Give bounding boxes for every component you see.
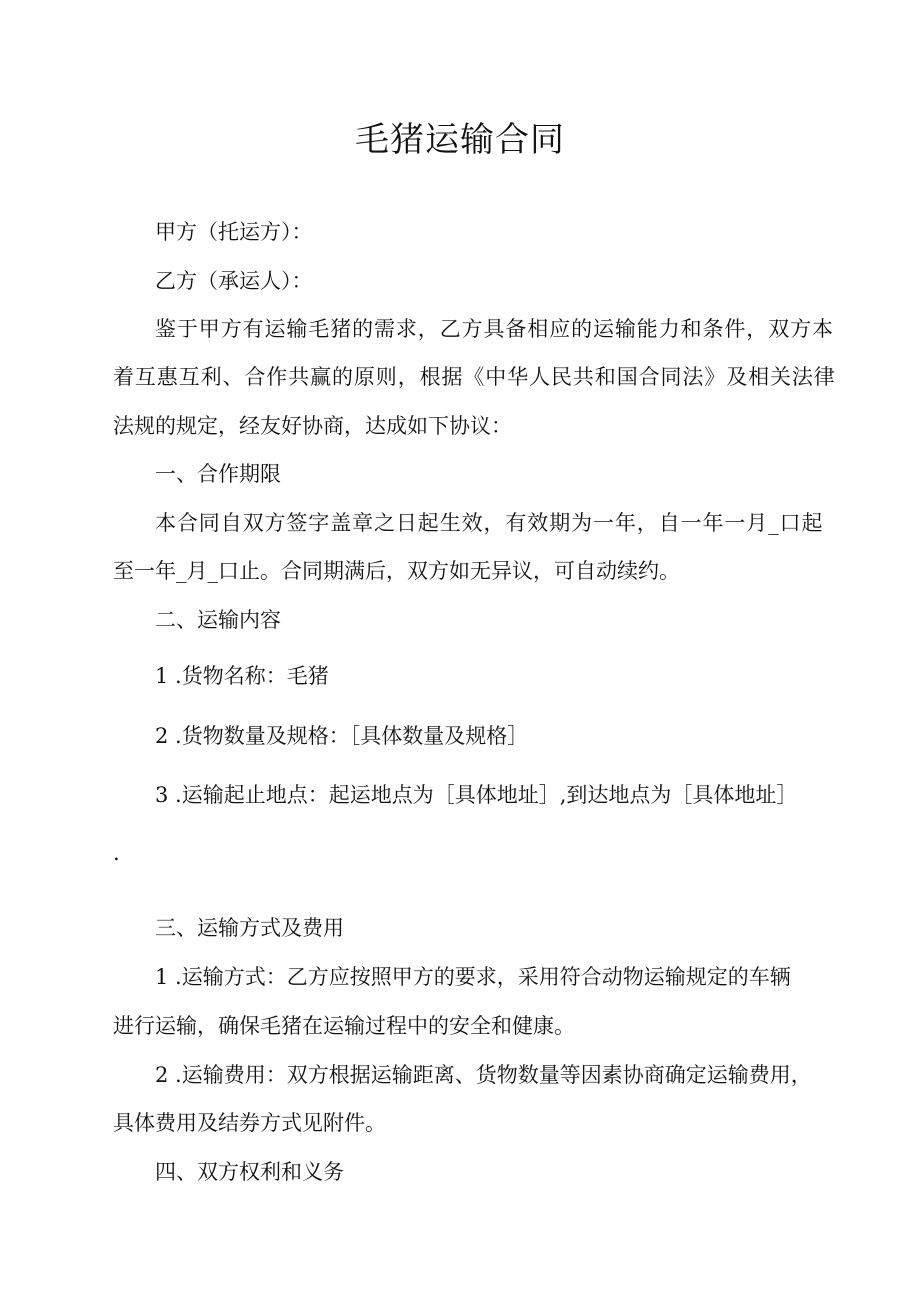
section3-item-2-line-2: 具体费用及结券方式见附件。 — [113, 1111, 386, 1135]
party-b-line: 乙方（承运人）： — [155, 269, 313, 293]
section2-item-3-tail: . — [113, 841, 120, 865]
section1-heading: 一、合作期限 — [155, 462, 281, 486]
section2-item-1: 1 .货物名称：毛猪 — [155, 664, 329, 688]
preamble-line-2: 着互惠互利、合作共赢的原则，根据《中华人民共和国合同法》及相关法律 — [113, 365, 836, 389]
section3-item-1-line-1: 1 .运输方式：乙方应按照甲方的要求，采用符合动物运输规定的车辆 — [155, 965, 791, 989]
section2-item-3: 3 .运输起止地点：起运地点为［具体地址］,到达地点为［具体地址］ — [155, 783, 798, 807]
section1-body-line-1: 本合同自双方签字盖章之日起生效，有效期为一年，自一年一月_口起 — [155, 511, 824, 535]
section3-heading: 三、运输方式及费用 — [155, 916, 344, 940]
section2-item-2: 2 .货物数量及规格：［具体数量及规格］ — [155, 724, 529, 748]
section2-heading: 二、运输内容 — [155, 608, 281, 632]
section3-item-2-line-1: 2 .运输费用：双方根据运输距离、货物数量等因素协商确定运输费用， — [155, 1063, 812, 1087]
section3-item-1-line-2: 进行运输，确保毛猪在运输过程中的安全和健康。 — [113, 1014, 575, 1038]
document-title: 毛猪运输合同 — [355, 120, 565, 160]
preamble-line-1: 鉴于甲方有运输毛猪的需求，乙方具备相应的运输能力和条件，双方本 — [155, 317, 834, 341]
section4-heading: 四、双方权利和义务 — [155, 1160, 344, 1184]
section1-body-line-2: 至一年_月_口止。合同期满后，双方如无异议，可自动续约。 — [113, 559, 680, 583]
preamble-line-3: 法规的规定，经友好协商，达成如下协议： — [113, 414, 512, 438]
party-a-line: 甲方（托运方）： — [155, 220, 313, 244]
